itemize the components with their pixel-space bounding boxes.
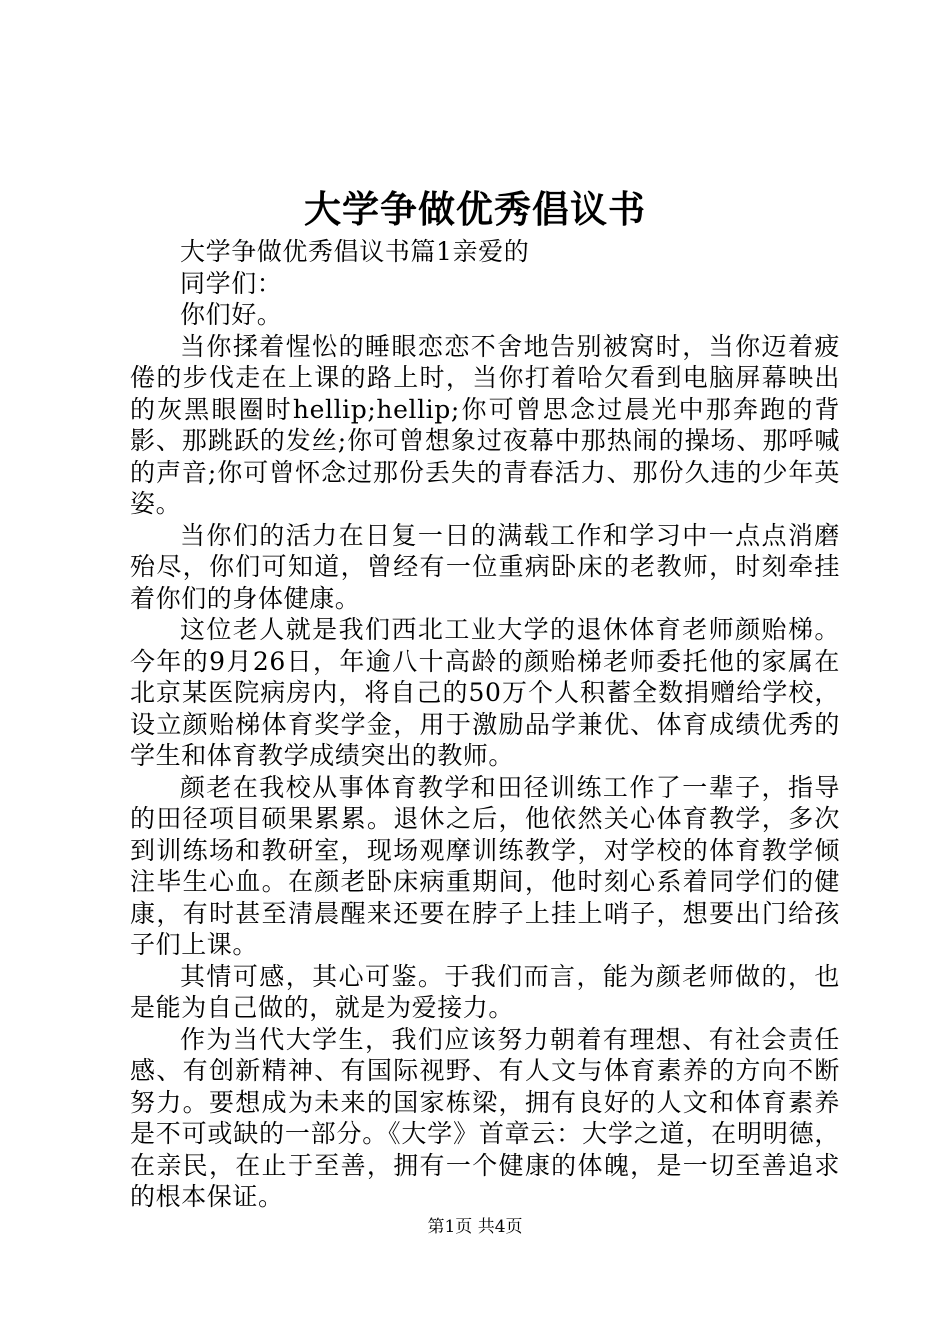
paragraph: 这位老人就是我们西北工业大学的退休体育老师颜贻梯。今年的9月26日，年逾八十高龄的颜贻梯老师委托他的家属在北京某医院病房内，将自己的50万个人积蓄全数捐赠给学校，设立颜贻梯体育奖学金，用于激励品学兼优、体育成绩优秀的学生和体育教学成绩突出的教师。 [130,615,840,770]
paragraph: 当你们的活力在日复一日的满载工作和学习中一点点消磨殆尽，你们可知道，曾经有一位重病卧床的老教师，时刻牵挂着你们的身体健康。 [130,520,840,613]
paragraph: 其情可感，其心可鉴。于我们而言，能为颜老师做的，也是能为自己做的，就是为爱接力。 [130,961,840,1022]
paragraph: 当你揉着惺忪的睡眼恋恋不舍地告别被窝时，当你迈着疲倦的步伐走在上课的路上时，当你打着哈欠看到电脑屏幕映出的灰黑眼圈时hellip;hellip;你可曾思念过晨光中那奔跑的背影、那跳跃的发丝;你可曾想象过夜幕中那热闹的操场、那呼喊的声音;你可曾怀念过那份丢失的青春活力、那份久违的少年英姿。 [130,331,840,518]
paragraph: 作为当代大学生，我们应该努力朝着有理想、有社会责任感、有创新精神、有国际视野、有人文与体育素养的方向不断努力。要想成为未来的国家栋梁，拥有良好的人文和体育素养是不可或缺的一部分。《大学》首章云：大学之道，在明明德，在亲民，在止于至善，拥有一个健康的体魄，是一切至善追求的根本保证。 [130,1024,840,1211]
paragraph: 大学争做优秀倡议书篇1亲爱的 [180,237,530,266]
paragraph: 同学们： [180,268,283,298]
page-footer: 第1页 共4页 [427,1217,523,1237]
document-title: 大学争做优秀倡议书 [304,187,646,231]
paragraph: 颜老在我校从事体育教学和田径训练工作了一辈子，指导的田径项目硕果累累。退休之后，他依然关心体育教学，多次到训练场和教研室，现场观摩训练教学，对学校的体育教学倾注毕生心血。在颜老卧床病重期间，他时刻心系着同学们的健康，有时甚至清晨醒来还要在脖子上挂上哨子，想要出门给孩子们上课。 [130,772,840,959]
paragraph: 你们好。 [180,300,283,329]
document-body [130,236,840,1213]
